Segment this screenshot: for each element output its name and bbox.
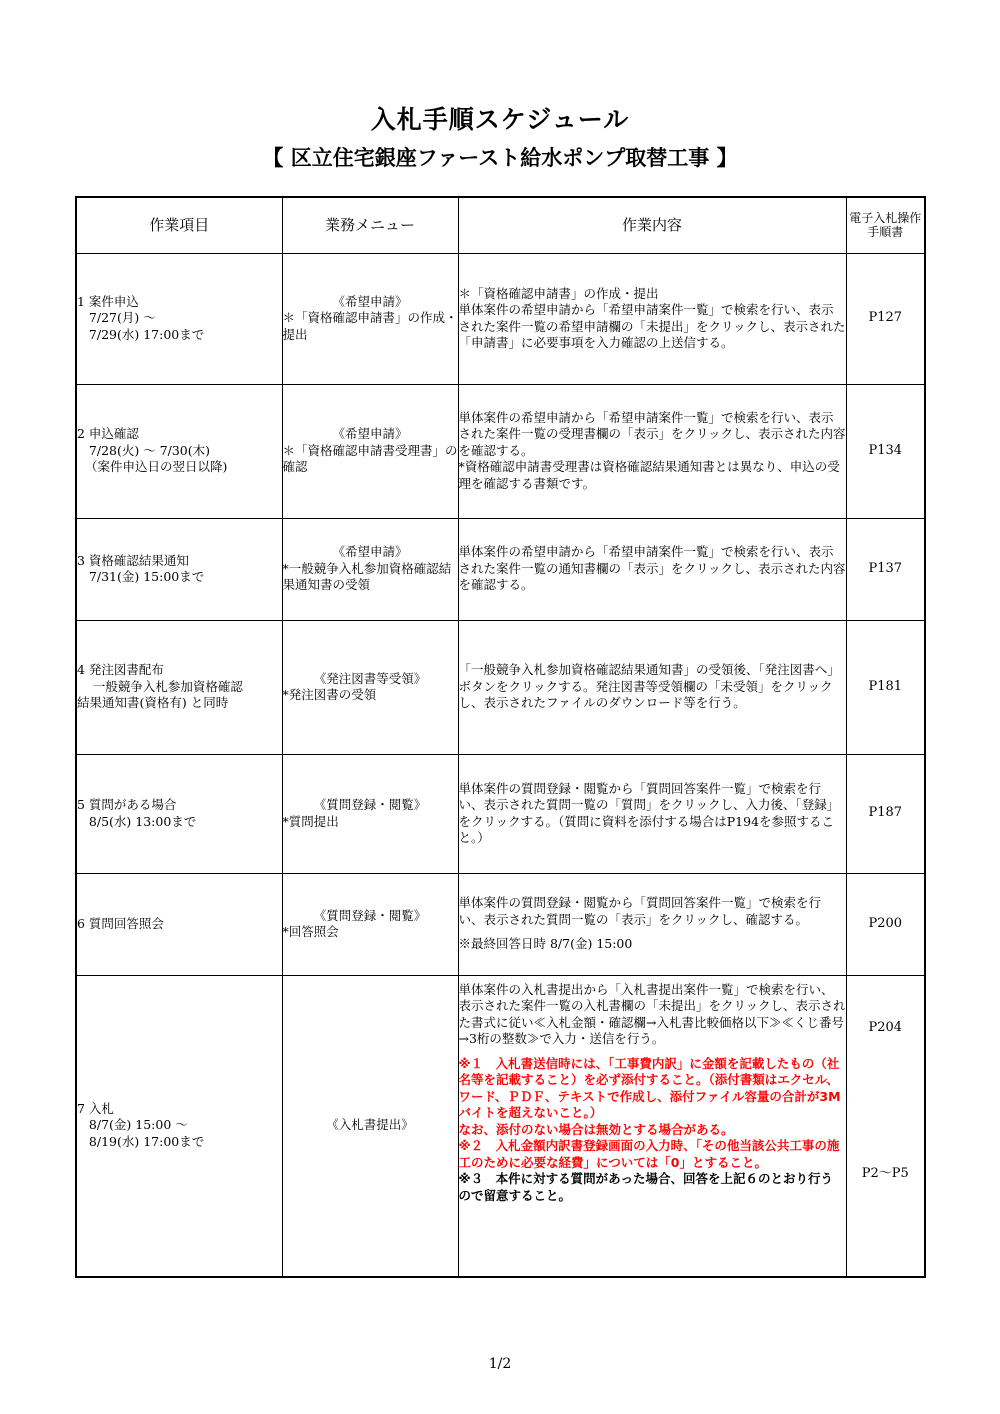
row-menu: [282, 873, 458, 975]
menu-body: *発注図書の受領: [282, 687, 377, 702]
table-row: [76, 384, 925, 518]
row-item: 3 資格確認結果通知 7/31(金) 15:00まで: [76, 518, 282, 620]
page-title: 入札手順スケジュール: [370, 105, 630, 134]
page-ref-appendix: P2～P5: [861, 1165, 909, 1181]
content-text: 単体案件の希望申請から「希望申請案件一覧」で検索を行い、表示された案件一覧の受理書欄の「表示」をクリックし、表示された内容を確認する。 *資格確認申請書受理書は資格確認結果通知書とは異なり、申込の受理を確認する書類です。: [458, 409, 846, 491]
table-row: [76, 518, 925, 620]
row-page: P134: [846, 384, 925, 518]
row-item: 4 発注図書配布 一般競争入札参加資格確認 結果通知書(資格有) と同時: [76, 620, 282, 754]
table-row: [76, 975, 925, 1277]
row-menu: [282, 754, 458, 873]
row-page: P187: [846, 754, 925, 873]
content-red-notes: ※１ 入札書送信時には、「工事費内訳」に金額を記載したもの（社名等を記載すること）を必ず添付すること。（添付書類はエクセル、ワード、ＰＤＦ、テキストで作成し、添付ファイル容量の合計が3Mバイトを超えないこと。） なお、添付のない場合は無効とする場合がある。 ※２ 入札金額内訳書登録画面の入力時、「その他当該公共工事の施工のために必要な経費」については「0」とすること。: [458, 1055, 841, 1170]
header-menu: 業務メニュー: [282, 197, 458, 253]
row-menu: [282, 620, 458, 754]
header-item: 作業項目: [76, 197, 282, 253]
row-content: [458, 873, 846, 975]
row-menu: [282, 518, 458, 620]
header-row: [76, 197, 925, 253]
menu-title: 《希望申請》: [332, 293, 408, 309]
content-text: 単体案件の質問登録・閲覧から「質問回答案件一覧」で検索を行い、表示された質問一覧の「質問」をクリックし、入力後、「登録」をクリックする。（質問に資料を添付する場合はP194を参照すること。）: [458, 780, 840, 845]
row-content: [458, 253, 846, 384]
row-item: 5 質問がある場合 8/5(水) 13:00まで: [76, 754, 282, 873]
row-menu: [282, 384, 458, 518]
content-text: ＊「資格確認申請書」の作成・提出 単体案件の希望申請から「希望申請案件一覧」で検索を行い、表示された案件一覧の希望申請欄の「未提出」をクリックし、表示された「申請書」に必要事項を入力確認の上送信する。: [458, 285, 846, 350]
row-content: [458, 620, 846, 754]
menu-body: ＊「資格確認申請書」の作成・提出: [282, 310, 458, 342]
menu-title: 《質問登録・閲覧》: [313, 907, 427, 923]
schedule-table: [75, 196, 926, 1278]
content-text: 単体案件の希望申請から「希望申請案件一覧」で検索を行い、表示された案件一覧の通知書欄の「表示」をクリックし、表示された内容を確認する。: [458, 544, 846, 593]
header-manual: 電子入札操作手順書: [846, 197, 925, 253]
menu-body: *質問提出: [282, 813, 339, 829]
row-page: P200: [846, 873, 925, 975]
menu-title: 《質問登録・閲覧》: [313, 797, 427, 812]
table-row: [76, 873, 925, 975]
menu-body: *回答照会: [282, 924, 339, 939]
table-row: [76, 620, 925, 754]
table-row: [76, 253, 925, 384]
header-content: 作業内容: [458, 197, 846, 253]
row-content: [458, 975, 846, 1277]
content-note: ※最終回答日時 8/7(金) 15:00: [458, 936, 633, 952]
menu-body: *一般競争入札参加資格確認結果通知書の受領: [282, 560, 452, 593]
row-menu: [282, 253, 458, 384]
content-black-note: ※３ 本件に対する質問があった場合、回答を上記６のとおり行うので留意すること。: [458, 1171, 834, 1203]
table-row: [76, 754, 925, 873]
row-content: [458, 518, 846, 620]
menu-title: 《発注図書等受領》: [313, 670, 427, 686]
row-item: 6 質問回答照会: [76, 873, 282, 975]
menu-title: 《入札書提出》: [326, 1117, 414, 1133]
row-page: [846, 975, 925, 1277]
content-text: 「一般競争入札参加資格確認結果通知書」の受領後、「発注図書へ」ボタンをクリックする。発注図書等受領欄の「未受領」をクリックし、表示されたファイルのダウンロード等を行う。: [458, 662, 840, 711]
menu-title: 《希望申請》: [332, 544, 408, 560]
page-number: 1/2: [488, 1356, 512, 1372]
row-item: 7 入札 8/7(金) 15:00 ～ 8/19(水) 17:00まで: [76, 975, 282, 1277]
row-menu: [282, 975, 458, 1277]
project-subtitle: 【 区立住宅銀座ファースト給水ポンプ取替工事 】: [262, 146, 738, 170]
row-item: 1 案件申込 7/27(月) ～ 7/29(水) 17:00まで: [76, 253, 282, 384]
content-text: 単体案件の入札書提出から「入札書提出案件一覧」で検索を行い、表示された案件一覧の入札書欄の「未提出」をクリックし、表示された書式に従い≪入札金額・確認欄→入札書比較価格以下≫≪くじ番号→3桁の整数≫で入力・送信を行う。: [458, 981, 846, 1046]
content-text: 単体案件の質問登録・閲覧から「質問回答案件一覧」で検索を行い、表示された質問一覧の「表示」をクリックし、確認する。: [458, 895, 822, 927]
row-content: [458, 754, 846, 873]
row-page: P127: [846, 253, 925, 384]
row-content: [458, 384, 846, 518]
page-ref-bid: P204: [868, 1019, 903, 1035]
menu-title: 《希望申請》: [332, 426, 408, 442]
row-page: P137: [846, 518, 925, 620]
row-item: 2 申込確認 7/28(火) ～ 7/30(木) （案件申込日の翌日以降): [76, 384, 282, 518]
row-page: P181: [846, 620, 925, 754]
menu-body: ＊「資格確認申請書受理書」の確認: [282, 442, 458, 475]
